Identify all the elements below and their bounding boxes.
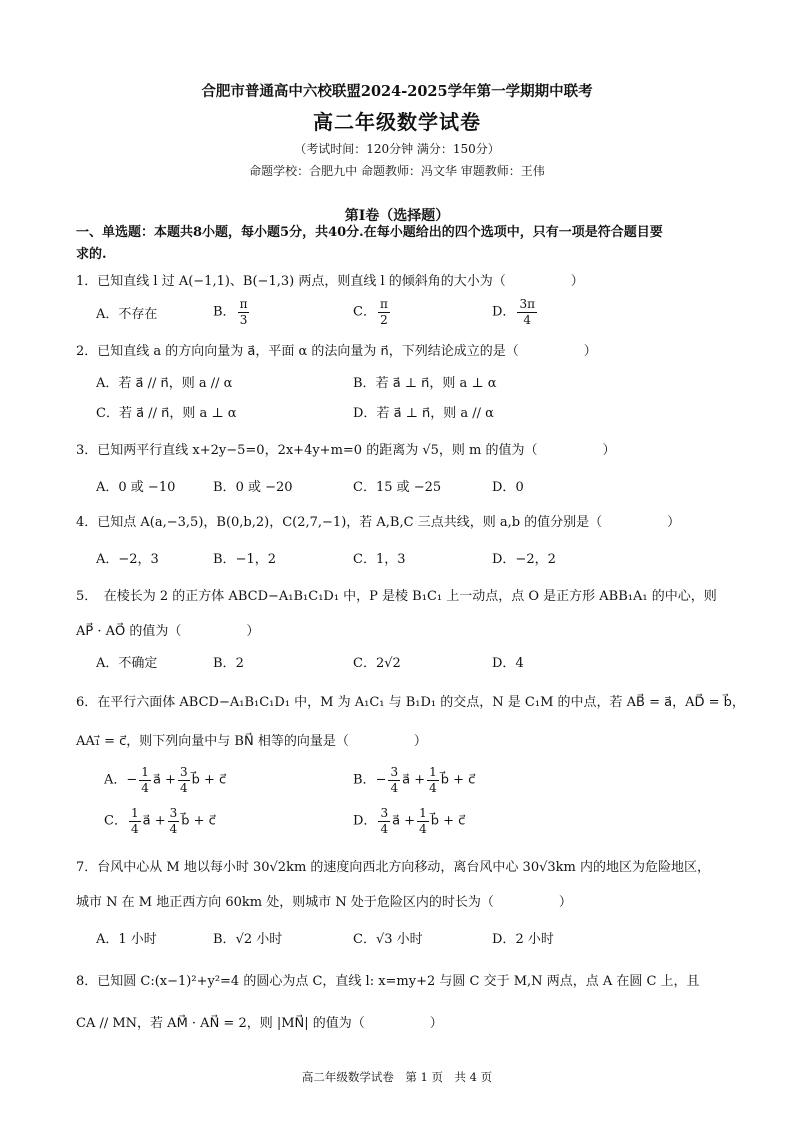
- q2-option-b: B．若 a⃗ ⊥ n⃗，则 a ⊥ α: [353, 376, 497, 391]
- staff-info: 命题学校：合肥九中 命题教师：冯文华 审题教师：王伟: [249, 164, 545, 178]
- section-title: 第Ⅰ卷（选择题）: [344, 208, 450, 224]
- q4-option-d: D．−2，2: [492, 552, 556, 567]
- q6-option-c: C． $\frac{1}{4}$ a⃗ + $\frac{3}{4}$ b⃗ + c⃗: [104, 806, 216, 836]
- question-5-stem: 5． 在棱长为 2 的正方体 ABCD−A₁B₁C₁D₁ 中，P 是棱 B₁C₁ 上一动点，点 O 是正方形 ABB₁A₁ 的中心，则: [76, 589, 717, 604]
- question-8-stem: 8．已知圆 C:(x−1)²+y²=4 的圆心为点 C，直线 l: x=my+2 与圆 C 交于 M,N 两点，点 A 在圆 C 上，且: [76, 974, 700, 989]
- q2-option-d: D．若 a⃗ ⊥ n⃗，则 a // α: [353, 406, 494, 421]
- q5-option-c: C．2√2: [353, 656, 401, 671]
- q4-option-b: B．−1，2: [213, 552, 276, 567]
- q1-option-a: A．不存在: [96, 307, 158, 322]
- question-8-stem-cont: CA // MN，若 AM⃗ · AN⃗ = 2，则 |MN⃗| 的值为（ ）: [76, 1016, 443, 1031]
- q6-option-a: A．− $\frac{1}{4}$ a⃗ + $\frac{3}{4}$ b⃗ + c⃗: [104, 765, 227, 795]
- q3-option-d: D．0: [492, 480, 524, 495]
- question-5-stem-cont: AP⃗ · AO⃗ 的值为（ ）: [76, 624, 260, 639]
- q5-option-b: B．2: [213, 656, 244, 671]
- page-footer: 高二年级数学试卷 第 1 页 共 4 页: [301, 1070, 493, 1084]
- question-6-stem: 6．在平行六面体 ABCD−A₁B₁C₁D₁ 中，M 为 A₁C₁ 与 B₁D₁ 的交点，N 是 C₁M 的中点，若 AB⃗ = a⃗，AD⃗ = b⃗，: [76, 695, 745, 710]
- section-intro-line2: 求的.: [76, 247, 107, 262]
- q3-option-c: C．15 或 −25: [353, 480, 442, 495]
- q6-option-d: D． $\frac{3}{4}$ a⃗ + $\frac{1}{4}$ b⃗ + c⃗: [353, 806, 466, 836]
- q6-option-b: B．− $\frac{3}{4}$ a⃗ + $\frac{1}{4}$ b⃗ + c⃗: [353, 765, 476, 795]
- question-2-stem: 2．已知直线 a 的方向向量为 a⃗，平面 α 的法向量为 n⃗，下列结论成立的是（ ）: [76, 344, 597, 359]
- section-intro-line1: 一、单选题：本题共8小题，每小题5分，共40分.在每小题给出的四个选项中，只有一项是符合题目要: [76, 225, 663, 240]
- exam-info: （考试时间：120分钟 满分：150分）: [294, 142, 500, 156]
- q5-option-d: D．4: [492, 656, 524, 671]
- q1-option-c: C． $\frac{\pi}{2}$: [353, 297, 388, 327]
- q7-option-a: A．1 小时: [96, 932, 157, 947]
- q2-option-c: C．若 a⃗ // n⃗，则 a ⊥ α: [96, 406, 237, 421]
- q4-option-c: C．1，3: [353, 552, 406, 567]
- question-4-stem: 4．已知点 A(a,−3,5)，B(0,b,2)，C(2,7,−1)，若 A,B,C 三点共线，则 a,b 的值分别是（ ）: [76, 515, 681, 530]
- q1-option-d: D． $\frac{3\pi}{4}$: [492, 297, 535, 327]
- q5-option-a: A．不确定: [96, 656, 158, 671]
- q7-option-d: D．2 小时: [492, 932, 554, 947]
- question-1-stem: 1．已知直线 l 过 A(−1,1)、B(−1,3) 两点，则直线 l 的倾斜角的大小为（ ）: [76, 274, 584, 289]
- exam-title-line2: 高二年级数学试卷: [313, 110, 481, 134]
- q3-option-a: A．0 或 −10: [96, 480, 176, 495]
- q4-option-a: A．−2，3: [96, 552, 159, 567]
- q1-option-b: B． $\frac{\pi}{3}$: [213, 297, 248, 327]
- question-7-stem-cont: 城市 N 在 M 地正西方向 60km 处，则城市 N 处于危险区内的时长为（ ）: [76, 895, 572, 910]
- exam-title-line1: 合肥市普通高中六校联盟2024-2025学年第一学期期中联考: [201, 83, 593, 100]
- q3-option-b: B．0 或 −20: [213, 480, 293, 495]
- question-3-stem: 3．已知两平行直线 x+2y−5=0，2x+4y+m=0 的距离为 √5，则 m 的值为（ ）: [76, 443, 616, 458]
- q2-option-a: A．若 a⃗ // n⃗，则 a // α: [96, 376, 233, 391]
- question-7-stem: 7．台风中心从 M 地以每小时 30√2km 的速度向西北方向移动，离台风中心 30√3km 内的地区为危险地区，: [76, 860, 710, 875]
- q7-option-c: C．√3 小时: [353, 932, 423, 947]
- q7-option-b: B．√2 小时: [213, 932, 283, 947]
- question-6-stem-cont: AA₁⃗ = c⃗，则下列向量中与 BN⃗ 相等的向量是（ ）: [76, 734, 427, 749]
